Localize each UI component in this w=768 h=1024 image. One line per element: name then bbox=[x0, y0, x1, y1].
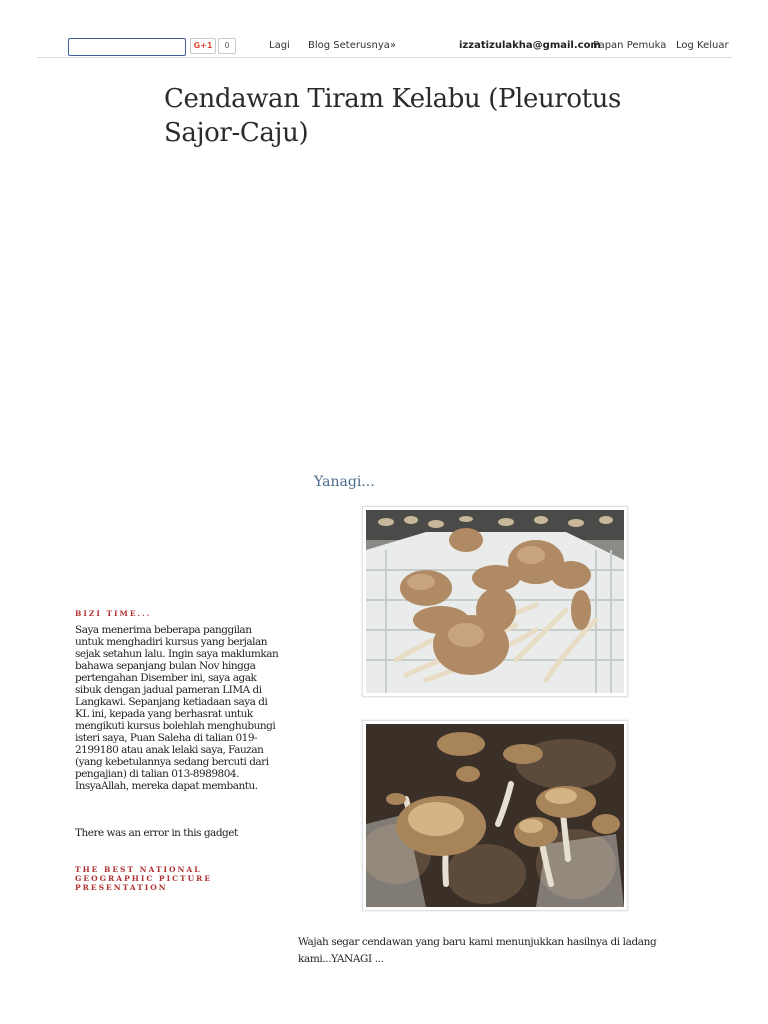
google-plus-one-button[interactable]: G+1 bbox=[190, 38, 216, 54]
search-input[interactable] bbox=[68, 38, 186, 56]
sidebar-heading-busy: BIZI TIME... bbox=[75, 609, 152, 618]
blog-title: Cendawan Tiram Kelabu (Pleurotus Sajor-Caju) bbox=[164, 84, 621, 148]
logout-link[interactable]: Log Keluar bbox=[676, 40, 729, 51]
post-title-link[interactable]: Yanagi... bbox=[314, 474, 375, 490]
sidebar-notice-text: Saya menerima beberapa panggilan untuk menghadiri kursus yang berjalan sejak setahun lalu. Ingin saya maklumkan bahawa sepanjang bulan Nov hingga pertengahan Disember ini, saya agak sibuk dengan jadual pameran LIMA di Langkawi. Sepanjang ketiadaan saya di KL ini, kepada yang berhasrat untuk mengikuti kursus bolehlah menghubungi isteri saya, Puan Saleha di talian 019-2199180 atau anak lelaki saya, Fauzan (yang kebetulannya sedang bercuti dari pengajian) di talian 013-8989804. InsyaAllah, mereka dapat membantu. bbox=[75, 624, 279, 792]
dashboard-link[interactable]: Papan Pemuka bbox=[593, 40, 667, 51]
more-link[interactable]: Lagi bbox=[269, 40, 290, 51]
mushroom-growing-photo[interactable] bbox=[362, 720, 628, 911]
sidebar-heading-natgeo: THE BEST NATIONAL GEOGRAPHIC PICTURE PRESENTATION bbox=[75, 865, 213, 892]
mushroom-basket-photo[interactable] bbox=[362, 506, 628, 697]
plus-one-count: 0 bbox=[218, 38, 236, 54]
post-caption: Wajah segar cendawan yang baru kami menunjukkan hasilnya di ladang kami...YANAGI ... bbox=[298, 936, 657, 965]
next-blog-link[interactable]: Blog Seterusnya» bbox=[308, 40, 397, 51]
user-email-link[interactable]: izzatizulakha@gmail.com bbox=[459, 40, 601, 51]
blogger-navbar bbox=[37, 0, 732, 58]
gadget-error-text: There was an error in this gadget bbox=[75, 827, 238, 839]
